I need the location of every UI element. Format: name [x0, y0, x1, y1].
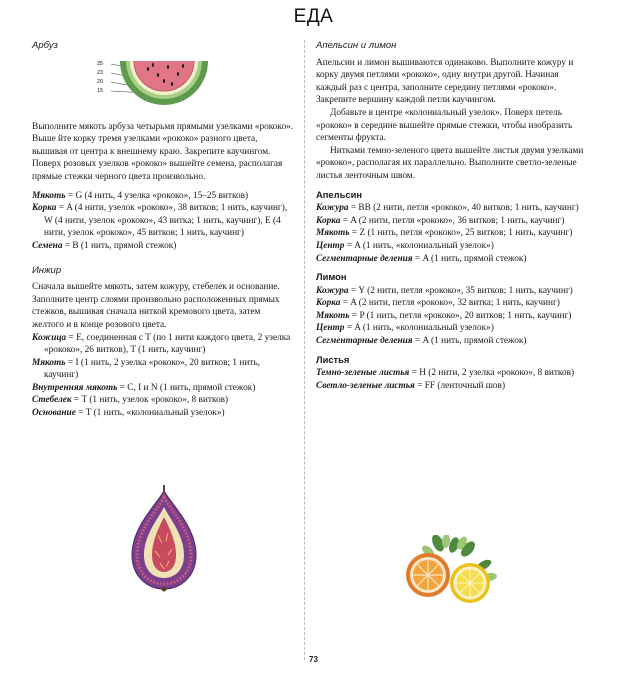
diagram-label-23: 23	[97, 69, 104, 76]
diagram-label-25: 25	[97, 60, 104, 67]
thread-label: Темно-зеленые листья	[316, 368, 410, 379]
thread-line	[316, 297, 584, 310]
thread-line	[32, 332, 294, 357]
diagram-label-15: 15	[97, 87, 104, 94]
thread-line	[316, 202, 584, 215]
thread-spec: = T (1 нить, «колониальный узелок»)	[75, 408, 225, 419]
thread-spec: = Z (1 нить, петля «рококо», 25 витков; 1 нить, каучинг)	[349, 228, 573, 239]
thread-spec: = FF (ленточный шов)	[414, 380, 506, 391]
thread-spec: = BB (2 нити, петля «рококо», 40 витков; 1 нить, каучинг)	[348, 203, 579, 214]
thread-label: Мякоть	[316, 310, 350, 321]
watermelon-diagram-labels	[97, 60, 103, 96]
thread-line	[32, 382, 294, 395]
thread-line	[316, 215, 584, 228]
thread-label: Корка	[316, 298, 341, 309]
thread-line	[316, 227, 584, 240]
thread-label: Корка	[32, 203, 57, 214]
page-number: 73	[309, 655, 318, 664]
thread-line	[316, 240, 584, 253]
watermelon-heading: Арбуз	[32, 40, 58, 51]
thread-spec: = A (2 нити, петля «рококо», 36 витков; 1 нить, каучинг)	[340, 215, 565, 226]
thread-line	[316, 310, 584, 323]
orange-heading: Апельсин	[316, 188, 363, 200]
thread-label: Семена	[32, 240, 63, 251]
citrus-paragraph-1: Апельсин и лимон вышиваются одинаково. Выполните кожуру и корку двумя петлями «рококо», одну внутри другой. Начиная каждый раз с центра, заполните середину петлями «рококо». Закрепите вершину каждой петли каучингом.	[316, 57, 574, 106]
page-title: ЕДА	[293, 6, 334, 27]
column-divider	[304, 40, 305, 660]
thread-label: Сегментарные деления	[316, 253, 413, 264]
thread-label: Корка	[316, 215, 341, 226]
thread-spec: = E, соединенная с T (по 1 нити каждого цвета, 2 узелка «рококо», 26 витков), T (1 нить, каучинг)	[44, 332, 291, 356]
thread-label: Внутренняя мякоть	[32, 382, 118, 393]
thread-label: Мякоть	[32, 190, 66, 201]
fig-illustration	[124, 485, 204, 595]
thread-line	[32, 394, 294, 407]
thread-label: Кожура	[316, 203, 349, 214]
watermelon-illustration	[108, 57, 218, 119]
thread-line	[316, 380, 584, 393]
thread-label: Светло-зеленые листья	[316, 380, 415, 391]
thread-label: Стебелек	[32, 395, 72, 406]
thread-spec: = A (1 нить, «колониальный узелок»)	[344, 240, 494, 251]
watermelon-instructions: Выполните мякоть арбуза четырьмя прямыми узелками «рококо». Выше йте корку тремя узелками «рококо» разного цвета, вышивая от центра к внешнему краю. Закрепите каучингом. Поверх розовых узелков «рококо» вышейте семена, располагая прямые стежки черного цвета произвольно.	[32, 121, 294, 182]
thread-line	[32, 407, 294, 420]
lemon-heading: Лимон	[316, 271, 347, 283]
thread-label: Мякоть	[32, 357, 66, 368]
thread-line	[316, 335, 584, 348]
thread-spec: = A (1 нить, «колониальный узелок»)	[344, 323, 494, 334]
thread-line	[316, 285, 584, 298]
watermelon-figure	[32, 57, 294, 119]
thread-line	[32, 190, 294, 203]
right-column	[316, 40, 584, 392]
thread-spec: = Y (2 нити, петля «рококо», 35 витков; 1 нить, каучинг)	[348, 285, 573, 296]
leaves-heading: Листья	[316, 353, 350, 365]
thread-line	[32, 357, 294, 382]
thread-spec: = A (4 нити, узелок «рококо», 38 витков; 1 нить, каучинг), W (4 нити, узелок «рококо», 43 витка; 1 нить, каучинг), E (4 нити, узелок «рококо», 45 витков; 1 нить, каучинг)	[44, 203, 288, 239]
thread-spec: = H (2 нити, 2 узелка «рококо», 8 витков)	[409, 368, 575, 379]
thread-spec: = B (1 нить, прямой стежок)	[62, 240, 177, 251]
thread-spec: = P (1 нить, петля «рококо», 20 витков; 1 нить, каучинг)	[349, 310, 572, 321]
thread-spec: = C, I и N (1 нить, прямой стежок)	[117, 382, 256, 393]
fig-instructions: Сначала вышейте мякоть, затем кожуру, стебелек и основание. Заполните центр слоями произвольно расположенных прямых стежков, вышивая сначала ниткой кремового цвета, затем желтого и в конце розового цвета.	[32, 282, 280, 330]
thread-line	[32, 202, 294, 240]
thread-label: Сегментарные деления	[316, 336, 413, 347]
thread-spec: = A (1 нить, прямой стежок)	[412, 253, 527, 264]
thread-line	[316, 253, 584, 266]
diagram-label-20: 20	[97, 78, 104, 85]
citrus-paragraph-2: Добавьте в центре «колониальный узелок». Поверх петель «рококо» в середине вышейте прямые стежки, чтобы изобразить сегменты фрукта.	[316, 107, 573, 144]
citrus-paragraph-3: Нитками темно-зеленого цвета вышейте листья двумя узелками «рококо», располагая их параллельно. Выполните светло-зеленые листья ленточным швом.	[316, 145, 584, 181]
thread-label: Кожура	[316, 285, 349, 296]
thread-label: Кожица	[32, 332, 67, 343]
thread-line	[316, 367, 584, 380]
thread-spec: = A (1 нить, прямой стежок)	[412, 336, 527, 347]
thread-label: Основание	[32, 408, 76, 419]
thread-label: Центр	[316, 323, 345, 334]
citrus-heading: Апельсин и лимон	[316, 40, 397, 51]
thread-line	[316, 322, 584, 335]
thread-spec: = T (1 нить, узелок «рококо», 8 витков)	[71, 395, 229, 406]
thread-label: Мякоть	[316, 228, 350, 239]
left-column	[32, 40, 294, 420]
thread-label: Центр	[316, 240, 345, 251]
thread-line	[32, 240, 294, 253]
orange-lemon-illustration	[398, 535, 508, 607]
thread-spec: = I (1 нить, 2 узелка «рококо», 20 витков; 1 нить, каучинг)	[44, 357, 260, 381]
fig-heading: Инжир	[32, 264, 62, 276]
thread-spec: = A (2 нити, петля «рококо», 32 витка; 1 нить, каучинг)	[340, 298, 560, 309]
thread-spec: = G (4 нить, 4 узелка «рококо», 15–25 витков)	[65, 190, 249, 201]
